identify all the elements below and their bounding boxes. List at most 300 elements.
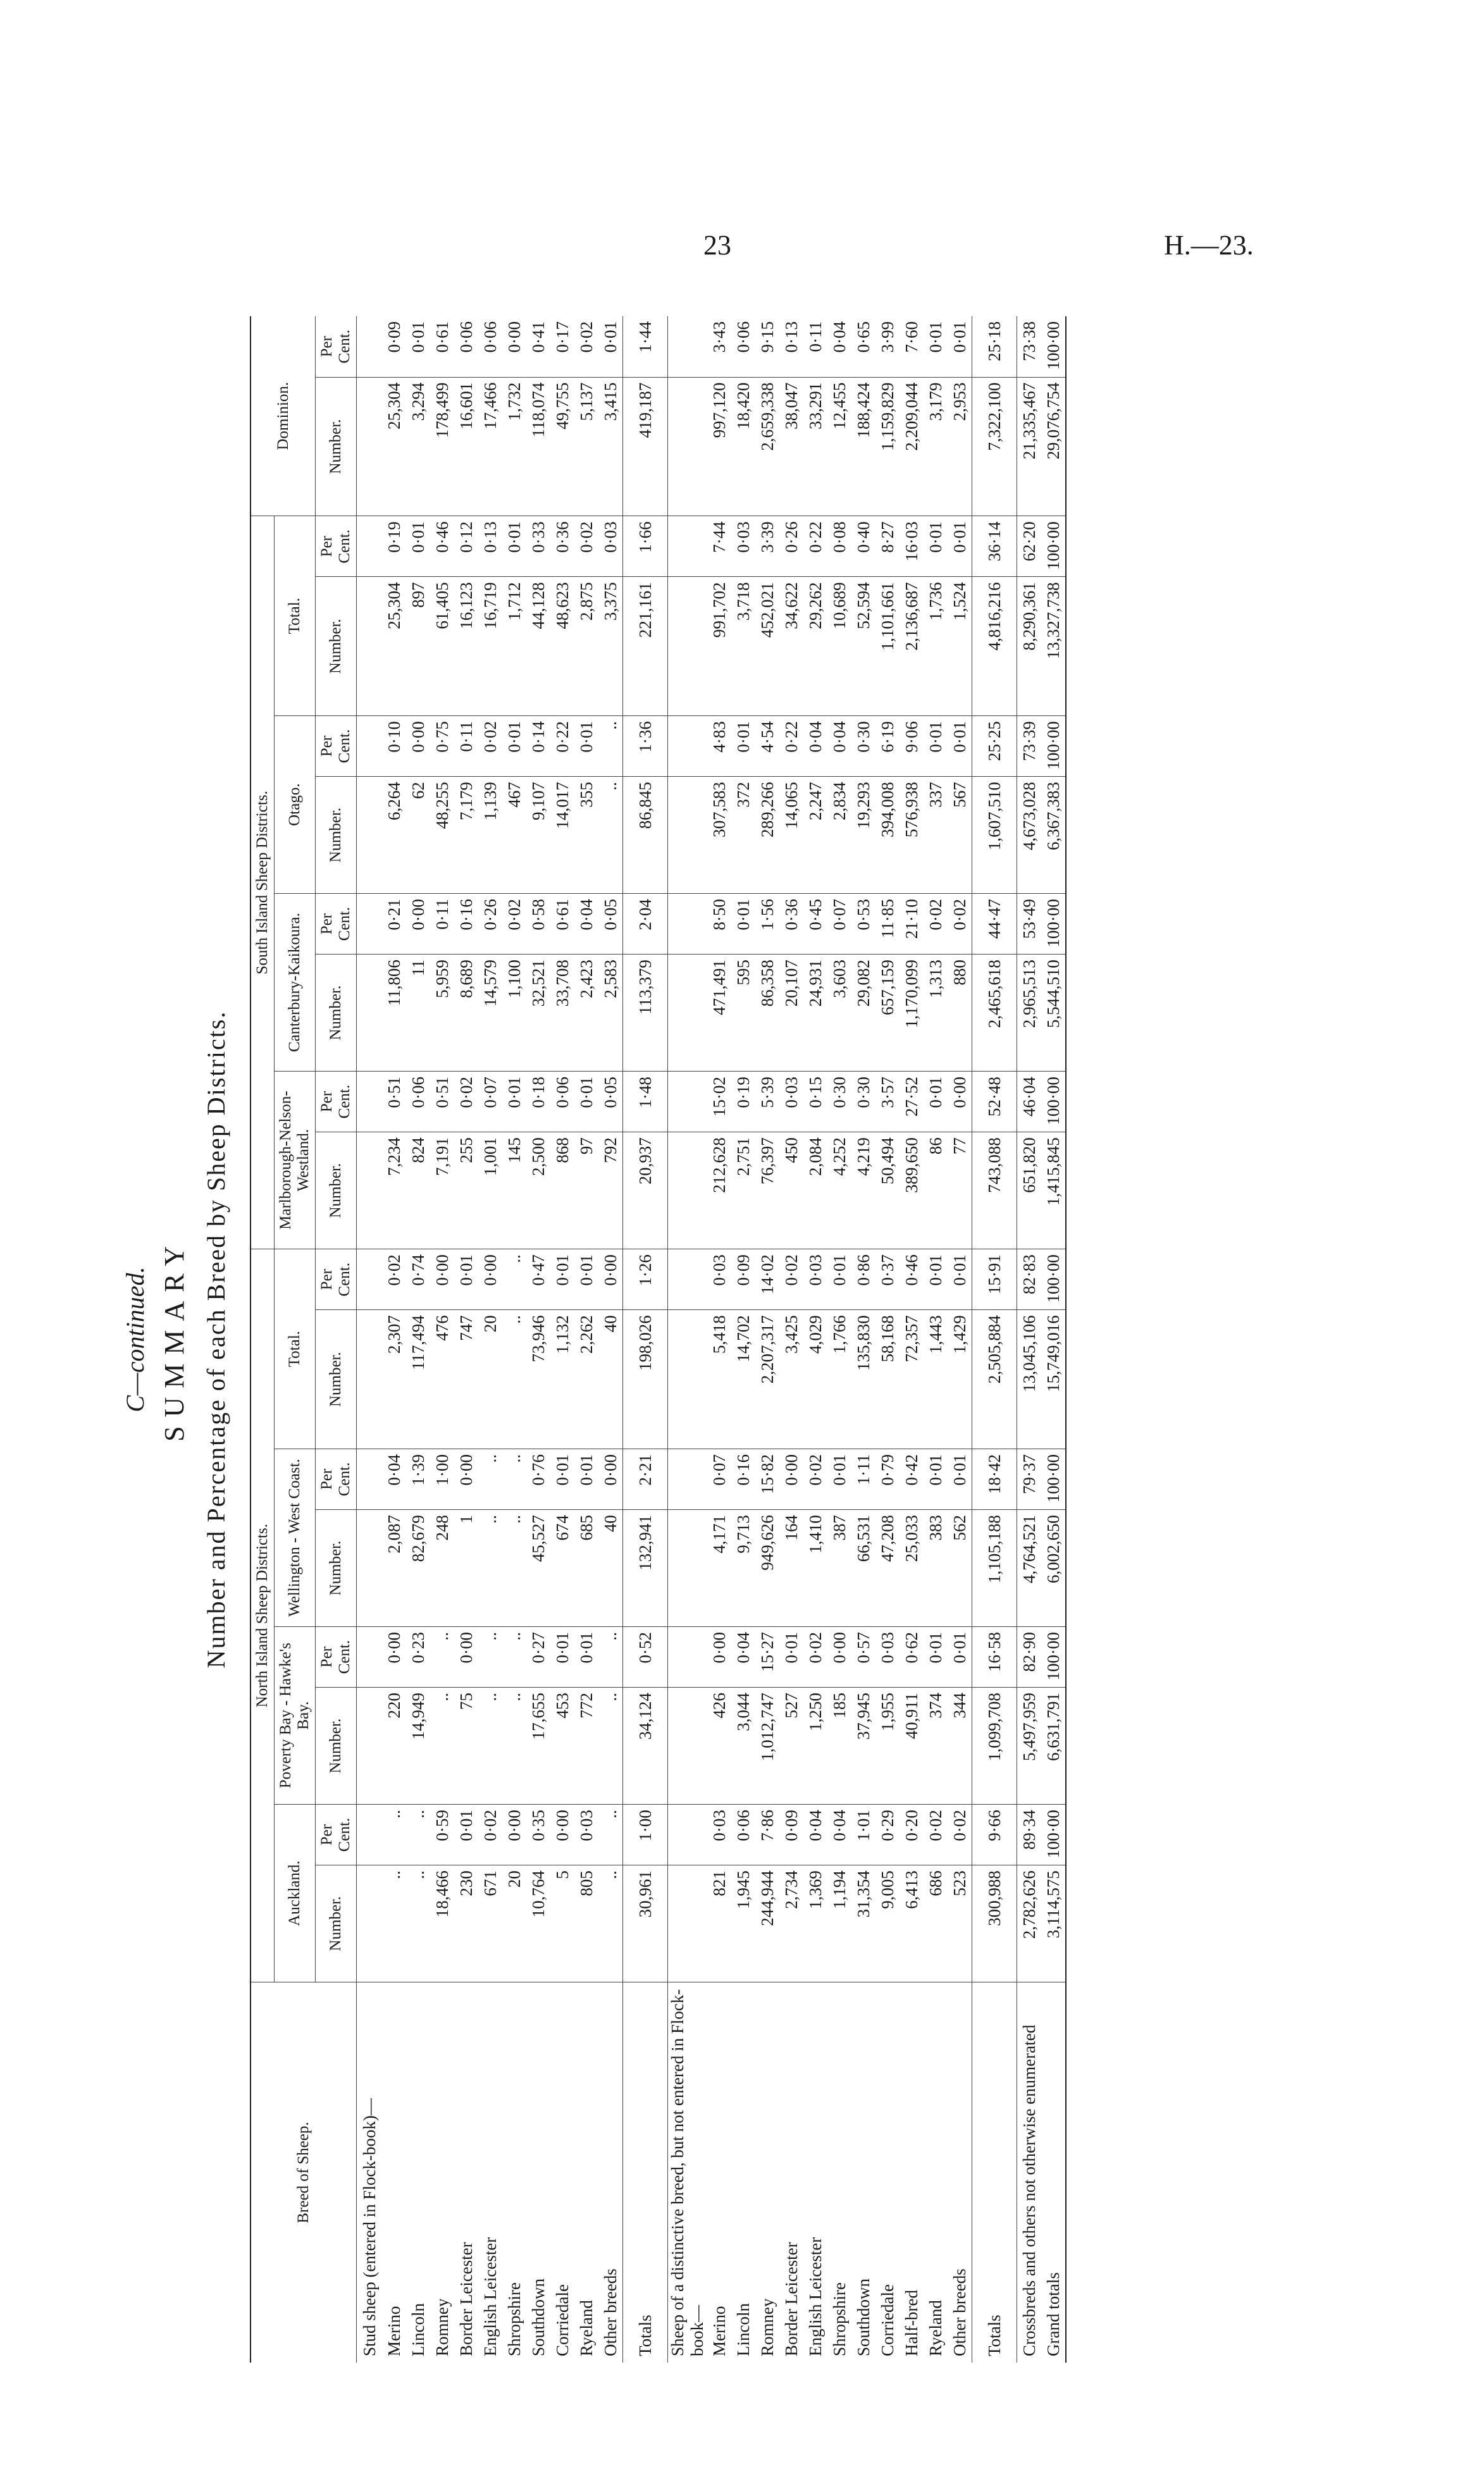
number-cell: 20 bbox=[478, 1310, 502, 1449]
number-cell: .. bbox=[502, 1510, 526, 1627]
row-label: Southdown bbox=[853, 2278, 873, 2356]
number-cell: 2,136,687 bbox=[900, 577, 924, 716]
number-cell: 9,005 bbox=[875, 1865, 900, 1982]
percent-cell: 100·00 bbox=[1041, 894, 1066, 955]
number-cell: 868 bbox=[550, 1132, 574, 1249]
number-cell: 476 bbox=[430, 1310, 454, 1449]
row-label: Half-bred bbox=[901, 2290, 921, 2356]
percent-cell: 73·38 bbox=[1017, 316, 1042, 377]
percent-cell: 1·00 bbox=[623, 1805, 668, 1865]
number-cell: 2,087 bbox=[382, 1510, 406, 1627]
percent-cell: 0·06 bbox=[731, 316, 755, 377]
number-cell: 426 bbox=[707, 1688, 731, 1805]
number-cell: 76,397 bbox=[755, 1132, 779, 1249]
number-cell: .. bbox=[502, 1310, 526, 1449]
table-row bbox=[406, 316, 430, 2363]
number-column-header: Number. bbox=[316, 1865, 357, 1982]
percent-cell: 7·86 bbox=[755, 1805, 779, 1865]
number-cell: 24,931 bbox=[803, 955, 827, 1072]
number-cell: 5,959 bbox=[430, 955, 454, 1072]
percent-column-header: Per Cent. bbox=[316, 1072, 357, 1132]
percent-cell: 0·59 bbox=[430, 1805, 454, 1865]
percent-cell: 18·42 bbox=[972, 1449, 1017, 1510]
percent-cell: 9·15 bbox=[755, 316, 779, 377]
number-cell: .. bbox=[598, 1865, 623, 1982]
number-cell: 2,247 bbox=[803, 777, 827, 894]
percent-cell: 0·30 bbox=[851, 1072, 875, 1132]
summary-title: SUMMARY bbox=[159, 1237, 190, 1442]
number-cell: 2,500 bbox=[526, 1132, 550, 1249]
percent-cell: 0·30 bbox=[851, 716, 875, 777]
number-cell: 5,497,959 bbox=[1017, 1688, 1042, 1805]
number-cell: 1,732 bbox=[502, 377, 526, 516]
percent-cell: 0·41 bbox=[526, 316, 550, 377]
table-row bbox=[731, 316, 755, 2363]
number-column-header: Number. bbox=[316, 777, 357, 894]
number-cell: 14,017 bbox=[550, 777, 574, 894]
percent-cell: 0·01 bbox=[574, 1449, 598, 1510]
percent-cell: 1·01 bbox=[851, 1805, 875, 1865]
number-cell: 29,076,754 bbox=[1041, 377, 1066, 516]
percent-cell: 0·47 bbox=[526, 1249, 550, 1310]
table-row bbox=[430, 316, 454, 2363]
south-total-header: Total. bbox=[275, 516, 316, 716]
number-cell: 40 bbox=[598, 1510, 623, 1627]
number-cell: 16,123 bbox=[454, 577, 478, 716]
table-row bbox=[382, 316, 406, 2363]
number-cell: 48,255 bbox=[430, 777, 454, 894]
percent-cell: 0·33 bbox=[526, 516, 550, 577]
percent-cell: 0·06 bbox=[454, 316, 478, 377]
percent-cell: 0·01 bbox=[924, 1627, 948, 1688]
number-cell: 25,033 bbox=[900, 1510, 924, 1627]
number-cell: 1,955 bbox=[875, 1688, 900, 1805]
number-cell: 6,367,383 bbox=[1041, 777, 1066, 894]
percent-cell: 2·21 bbox=[623, 1449, 668, 1510]
percent-column-header: Per Cent. bbox=[316, 516, 357, 577]
percent-cell: 9·06 bbox=[900, 716, 924, 777]
percent-cell: 0·02 bbox=[924, 894, 948, 955]
percent-cell: 0·22 bbox=[803, 516, 827, 577]
percent-cell: 0·00 bbox=[598, 1449, 623, 1510]
number-cell: 33,291 bbox=[803, 377, 827, 516]
empty-cell bbox=[357, 1627, 383, 1688]
table-row bbox=[779, 316, 803, 2363]
percent-cell: 0·06 bbox=[406, 1072, 430, 1132]
number-cell: 452,021 bbox=[755, 577, 779, 716]
number-cell: 244,944 bbox=[755, 1865, 779, 1982]
number-cell: 3,603 bbox=[827, 955, 851, 1072]
percent-cell: 62·20 bbox=[1017, 516, 1042, 577]
auckland-header: Auckland. bbox=[275, 1805, 316, 1982]
number-cell: 9,713 bbox=[731, 1510, 755, 1627]
continued-label: C—continued. bbox=[121, 1266, 149, 1413]
number-cell: 30,961 bbox=[623, 1865, 668, 1982]
number-cell: 5,544,510 bbox=[1041, 955, 1066, 1072]
number-cell: 40 bbox=[598, 1310, 623, 1449]
percent-cell: 0·53 bbox=[851, 894, 875, 955]
number-cell: 1,369 bbox=[803, 1865, 827, 1982]
percent-column-header: Per Cent. bbox=[316, 1805, 357, 1865]
percent-cell: 0·13 bbox=[779, 316, 803, 377]
percent-cell: 0·03 bbox=[803, 1249, 827, 1310]
percent-cell: 0·36 bbox=[550, 516, 574, 577]
percent-cell: 25·25 bbox=[972, 716, 1017, 777]
row-label: Corriedale bbox=[877, 2284, 897, 2356]
percent-cell: 0·57 bbox=[851, 1627, 875, 1688]
empty-cell bbox=[357, 1132, 383, 1249]
percent-column-header: Per Cent. bbox=[316, 716, 357, 777]
percent-cell: 100·00 bbox=[1041, 316, 1066, 377]
table-row bbox=[598, 316, 623, 2363]
percent-cell: 0·01 bbox=[948, 1249, 972, 1310]
number-cell: 5,137 bbox=[574, 377, 598, 516]
percent-cell: 0·02 bbox=[574, 316, 598, 377]
empty-cell bbox=[668, 1865, 708, 1982]
number-cell: 37,945 bbox=[851, 1688, 875, 1805]
number-cell: .. bbox=[430, 1688, 454, 1805]
empty-cell bbox=[668, 1449, 708, 1510]
table-row bbox=[803, 316, 827, 2363]
percent-cell: 0·01 bbox=[574, 1249, 598, 1310]
north-total-header: Total. bbox=[275, 1249, 316, 1449]
percent-cell: 0·00 bbox=[478, 1249, 502, 1310]
number-cell: 372 bbox=[731, 777, 755, 894]
percent-cell: 0·01 bbox=[827, 1449, 851, 1510]
number-cell: 337 bbox=[924, 777, 948, 894]
percent-cell: 0·02 bbox=[948, 894, 972, 955]
empty-cell bbox=[357, 1449, 383, 1510]
table-title: Number and Percentage of each Breed by Sheep Districts. bbox=[202, 1010, 230, 1669]
number-cell: 14,949 bbox=[406, 1688, 430, 1805]
percent-cell: 3·57 bbox=[875, 1072, 900, 1132]
percent-cell: 0·42 bbox=[900, 1449, 924, 1510]
number-cell: 1,159,829 bbox=[875, 377, 900, 516]
percent-cell: 0·07 bbox=[478, 1072, 502, 1132]
number-cell: 2,875 bbox=[574, 577, 598, 716]
percent-cell: 0·05 bbox=[598, 1072, 623, 1132]
percent-cell: 0·15 bbox=[803, 1072, 827, 1132]
number-cell: 1,410 bbox=[803, 1510, 827, 1627]
number-cell: 72,357 bbox=[900, 1310, 924, 1449]
otago-header: Otago. bbox=[275, 716, 316, 894]
number-cell: 34,124 bbox=[623, 1688, 668, 1805]
percent-cell: .. bbox=[430, 1627, 454, 1688]
number-cell: 805 bbox=[574, 1865, 598, 1982]
percent-cell: 0·29 bbox=[875, 1805, 900, 1865]
percent-cell: 0·86 bbox=[851, 1249, 875, 1310]
percent-cell: 0·11 bbox=[430, 894, 454, 955]
section-heading-row bbox=[357, 316, 383, 2363]
row-label: Corriedale bbox=[552, 2284, 572, 2356]
percent-cell: .. bbox=[406, 1805, 430, 1865]
percent-cell: 0·11 bbox=[803, 316, 827, 377]
percent-cell: 1·66 bbox=[623, 516, 668, 577]
empty-cell bbox=[357, 1688, 383, 1805]
number-cell: 9,107 bbox=[526, 777, 550, 894]
percent-cell: 0·10 bbox=[382, 716, 406, 777]
number-cell: 1,313 bbox=[924, 955, 948, 1072]
percent-cell: 0·01 bbox=[924, 516, 948, 577]
percent-cell: 0·00 bbox=[454, 1449, 478, 1510]
number-cell: 1,736 bbox=[924, 577, 948, 716]
number-cell: 355 bbox=[574, 777, 598, 894]
percent-cell: 0·01 bbox=[454, 1249, 478, 1310]
percent-cell: 52·48 bbox=[972, 1072, 1017, 1132]
number-cell: .. bbox=[406, 1865, 430, 1982]
number-cell: 2,262 bbox=[574, 1310, 598, 1449]
percent-cell: 0·03 bbox=[707, 1805, 731, 1865]
percent-cell: 0·46 bbox=[430, 516, 454, 577]
table-row bbox=[851, 316, 875, 2363]
row-label: Lincoln bbox=[408, 2303, 428, 2356]
number-cell: 307,583 bbox=[707, 777, 731, 894]
percent-cell: 79·37 bbox=[1017, 1449, 1042, 1510]
number-column-header: Number. bbox=[316, 955, 357, 1072]
percent-cell: 0·02 bbox=[454, 1072, 478, 1132]
percent-cell: 0·74 bbox=[406, 1249, 430, 1310]
row-label: Shropshire bbox=[504, 2282, 524, 2356]
empty-cell bbox=[668, 716, 708, 777]
row-label: Shropshire bbox=[829, 2282, 849, 2356]
percent-cell: 0·02 bbox=[382, 1249, 406, 1310]
table-row bbox=[924, 316, 948, 2363]
empty-cell bbox=[668, 1510, 708, 1627]
empty-cell bbox=[668, 777, 708, 894]
number-cell: 66,531 bbox=[851, 1510, 875, 1627]
percent-cell: 0·00 bbox=[406, 894, 430, 955]
percent-cell: 9·66 bbox=[972, 1805, 1017, 1865]
empty-cell bbox=[357, 577, 383, 716]
percent-cell: 0·76 bbox=[526, 1449, 550, 1510]
percent-cell: 0·61 bbox=[550, 894, 574, 955]
percent-cell: 0·05 bbox=[598, 894, 623, 955]
percent-cell: 0·00 bbox=[707, 1627, 731, 1688]
number-cell: 2,423 bbox=[574, 955, 598, 1072]
percent-cell: 100·00 bbox=[1041, 1449, 1066, 1510]
percent-cell: 25·18 bbox=[972, 316, 1017, 377]
empty-cell bbox=[357, 1072, 383, 1132]
number-cell: 29,082 bbox=[851, 955, 875, 1072]
number-cell: 595 bbox=[731, 955, 755, 1072]
number-cell: 61,405 bbox=[430, 577, 454, 716]
number-cell: 14,579 bbox=[478, 955, 502, 1072]
percent-cell: 0·17 bbox=[550, 316, 574, 377]
south-island-header: South Island Sheep Districts. bbox=[250, 516, 275, 1249]
number-cell: 7,191 bbox=[430, 1132, 454, 1249]
number-cell: .. bbox=[478, 1688, 502, 1805]
table-row bbox=[875, 316, 900, 2363]
percent-cell: 0·11 bbox=[454, 716, 478, 777]
number-cell: 6,413 bbox=[900, 1865, 924, 1982]
percent-cell: 100·00 bbox=[1041, 716, 1066, 777]
percent-cell: 0·01 bbox=[948, 516, 972, 577]
table-row bbox=[900, 316, 924, 2363]
number-column-header: Number. bbox=[316, 1310, 357, 1449]
number-cell: 289,266 bbox=[755, 777, 779, 894]
percent-cell: 0·20 bbox=[900, 1805, 924, 1865]
number-cell: 16,719 bbox=[478, 577, 502, 716]
number-cell: 1,099,708 bbox=[972, 1688, 1017, 1805]
number-cell: 20,107 bbox=[779, 955, 803, 1072]
percent-cell: 0·02 bbox=[803, 1449, 827, 1510]
number-cell: 40,911 bbox=[900, 1688, 924, 1805]
number-cell: 1,524 bbox=[948, 577, 972, 716]
number-cell: 212,628 bbox=[707, 1132, 731, 1249]
number-cell: 185 bbox=[827, 1688, 851, 1805]
percent-cell: 0·18 bbox=[526, 1072, 550, 1132]
percent-cell: 0·23 bbox=[406, 1627, 430, 1688]
number-cell: 1,101,661 bbox=[875, 577, 900, 716]
number-cell: 25,304 bbox=[382, 377, 406, 516]
percent-cell: 89·34 bbox=[1017, 1805, 1042, 1865]
number-cell: 772 bbox=[574, 1688, 598, 1805]
percent-cell: 0·04 bbox=[827, 716, 851, 777]
number-cell: 33,708 bbox=[550, 955, 574, 1072]
percent-cell: 8·50 bbox=[707, 894, 731, 955]
number-cell: 300,988 bbox=[972, 1865, 1017, 1982]
number-cell: 389,650 bbox=[900, 1132, 924, 1249]
number-cell: 743,088 bbox=[972, 1132, 1017, 1249]
number-cell: 16,601 bbox=[454, 377, 478, 516]
number-cell: 1,415,845 bbox=[1041, 1132, 1066, 1249]
number-cell: 8,689 bbox=[454, 955, 478, 1072]
percent-cell: 1·36 bbox=[623, 716, 668, 777]
percent-cell: 0·51 bbox=[430, 1072, 454, 1132]
number-cell: 10,764 bbox=[526, 1865, 550, 1982]
percent-cell: 0·37 bbox=[875, 1249, 900, 1310]
number-cell: 7,322,100 bbox=[972, 377, 1017, 516]
number-cell: 651,820 bbox=[1017, 1132, 1042, 1249]
percent-cell: 0·07 bbox=[827, 894, 851, 955]
table-row bbox=[827, 316, 851, 2363]
percent-cell: 0·75 bbox=[430, 716, 454, 777]
number-column-header: Number. bbox=[316, 1132, 357, 1249]
number-cell: 2,209,044 bbox=[900, 377, 924, 516]
row-label: Romney bbox=[432, 2298, 452, 2356]
number-cell: 685 bbox=[574, 1510, 598, 1627]
number-cell: 3,114,575 bbox=[1041, 1865, 1066, 1982]
row-label: Totals bbox=[623, 1982, 668, 2363]
number-cell: 419,187 bbox=[623, 377, 668, 516]
number-cell: 13,045,106 bbox=[1017, 1310, 1042, 1449]
row-label: Totals bbox=[972, 1982, 1017, 2363]
empty-cell bbox=[357, 894, 383, 955]
percent-cell: 0·00 bbox=[382, 1627, 406, 1688]
number-cell: 1,945 bbox=[731, 1865, 755, 1982]
percent-cell: 0·02 bbox=[574, 516, 598, 577]
section-heading-row bbox=[668, 316, 708, 2363]
empty-cell bbox=[357, 1805, 383, 1865]
number-cell: 576,938 bbox=[900, 777, 924, 894]
percent-cell: 0·00 bbox=[598, 1249, 623, 1310]
percent-cell: 0·01 bbox=[550, 1627, 574, 1688]
percent-cell: 0·01 bbox=[598, 316, 623, 377]
breed-summary-table bbox=[250, 316, 1067, 2363]
empty-cell bbox=[668, 1072, 708, 1132]
number-cell: 11,806 bbox=[382, 955, 406, 1072]
number-cell: 3,415 bbox=[598, 377, 623, 516]
number-cell: 997,120 bbox=[707, 377, 731, 516]
number-cell: 113,379 bbox=[623, 955, 668, 1072]
empty-cell bbox=[668, 1688, 708, 1805]
number-cell: 50,494 bbox=[875, 1132, 900, 1249]
rotated-table-area bbox=[120, 316, 1309, 2363]
percent-cell: 3·39 bbox=[755, 516, 779, 577]
percent-cell: 0·00 bbox=[550, 1805, 574, 1865]
percent-cell: 0·27 bbox=[526, 1627, 550, 1688]
number-cell: 17,655 bbox=[526, 1688, 550, 1805]
number-cell: .. bbox=[598, 1688, 623, 1805]
percent-cell: 0·09 bbox=[382, 316, 406, 377]
section-heading: Stud sheep (entered in Flock-book)— bbox=[359, 2098, 379, 2356]
table-row bbox=[550, 316, 574, 2363]
number-cell: 29,262 bbox=[803, 577, 827, 716]
percent-cell: 0·12 bbox=[454, 516, 478, 577]
number-column-header: Number. bbox=[316, 577, 357, 716]
percent-cell: .. bbox=[478, 1627, 502, 1688]
empty-cell bbox=[668, 377, 708, 516]
table-row bbox=[502, 316, 526, 2363]
number-cell: 450 bbox=[779, 1132, 803, 1249]
number-cell: 897 bbox=[406, 577, 430, 716]
percent-column-header: Per Cent. bbox=[316, 316, 357, 377]
table-row bbox=[478, 316, 502, 2363]
number-cell: 10,689 bbox=[827, 577, 851, 716]
empty-cell bbox=[357, 1510, 383, 1627]
number-cell: 20 bbox=[502, 1865, 526, 1982]
row-label: Merino bbox=[709, 2306, 729, 2356]
number-cell: 164 bbox=[779, 1510, 803, 1627]
percent-cell: 0·30 bbox=[827, 1072, 851, 1132]
percent-cell: 0·01 bbox=[948, 316, 972, 377]
number-cell: 6,002,650 bbox=[1041, 1510, 1066, 1627]
empty-cell bbox=[668, 1310, 708, 1449]
percent-cell: 36·14 bbox=[972, 516, 1017, 577]
percent-column-header: Per Cent. bbox=[316, 1627, 357, 1688]
percent-cell: 1·39 bbox=[406, 1449, 430, 1510]
percent-cell: 100·00 bbox=[1041, 1249, 1066, 1310]
percent-cell: 100·00 bbox=[1041, 1805, 1066, 1865]
number-cell: 2,583 bbox=[598, 955, 623, 1072]
percent-cell: 15·02 bbox=[707, 1072, 731, 1132]
number-cell: 14,702 bbox=[731, 1310, 755, 1449]
percent-cell: 0·03 bbox=[875, 1627, 900, 1688]
number-cell: 4,816,216 bbox=[972, 577, 1017, 716]
percent-cell: 1·11 bbox=[851, 1449, 875, 1510]
percent-cell: 0·40 bbox=[851, 516, 875, 577]
number-cell: 747 bbox=[454, 1310, 478, 1449]
number-cell: 248 bbox=[430, 1510, 454, 1627]
table-row bbox=[574, 316, 598, 2363]
number-cell: 5,418 bbox=[707, 1310, 731, 1449]
percent-cell: 0·01 bbox=[827, 1249, 851, 1310]
dominion-header: Dominion. bbox=[250, 316, 316, 516]
number-cell: 255 bbox=[454, 1132, 478, 1249]
row-label: Border Leicester bbox=[456, 2242, 476, 2356]
table-row bbox=[454, 316, 478, 2363]
number-cell: 17,466 bbox=[478, 377, 502, 516]
percent-cell: 0·01 bbox=[454, 1805, 478, 1865]
percent-cell: 0·02 bbox=[502, 894, 526, 955]
number-cell: 132,941 bbox=[623, 1510, 668, 1627]
number-cell: 374 bbox=[924, 1688, 948, 1805]
percent-cell: 0·02 bbox=[948, 1805, 972, 1865]
number-cell: 3,375 bbox=[598, 577, 623, 716]
number-cell: 527 bbox=[779, 1688, 803, 1805]
empty-cell bbox=[357, 1249, 383, 1310]
number-cell: 25,304 bbox=[382, 577, 406, 716]
